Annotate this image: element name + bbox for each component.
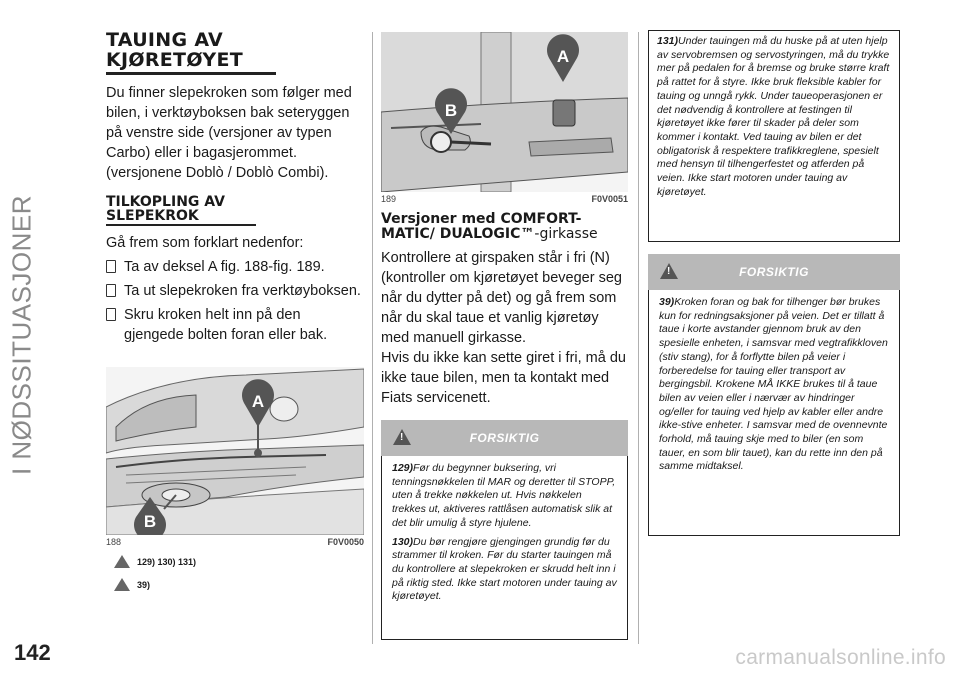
warning-triangle-icon	[114, 555, 130, 568]
step-text: Ta ut slepekroken fra verktøyboksen.	[124, 283, 361, 299]
subsection-title	[106, 195, 364, 223]
checkbox-bullet-icon	[106, 308, 116, 321]
figure-188-caption	[106, 537, 364, 547]
warning-item	[392, 462, 617, 531]
warning-header	[648, 254, 900, 290]
column-divider	[372, 32, 373, 644]
warning-body	[648, 290, 900, 536]
warning-title: FORSIKTIG	[739, 265, 809, 279]
warning-reference	[114, 578, 364, 591]
warning-triangle-icon	[393, 429, 411, 445]
column-2	[381, 32, 628, 640]
gearbox-paragraph-2: Hvis du ikke kan sette giret i fri, må du ikke taue bilen, men ta kontakt med Fiats servicenett.	[381, 350, 626, 406]
warning-body	[381, 456, 628, 640]
page-number: 142	[14, 640, 51, 665]
gearbox-heading-bold: Versjoner med COMFORT-MATIC/ DUALOGIC™	[381, 211, 582, 242]
note-item-number: 131)	[657, 35, 679, 47]
section-title-line2: KJØRETØYET	[106, 49, 244, 71]
note-item	[657, 35, 891, 199]
title-underline	[106, 72, 276, 75]
steps-intro: Gå frem som forklart nedenfor:	[106, 235, 304, 251]
subtitle-underline	[106, 224, 256, 226]
warning-item-number: 129)	[392, 462, 414, 474]
warning-reference-text: 129) 130) 131)	[137, 556, 197, 567]
warning-item	[392, 536, 617, 605]
warning-item-number: 130)	[392, 535, 414, 548]
column-3	[648, 30, 900, 536]
warning-item-text: Du bør rengjøre gjengingen grundig før du strammer til kroken. Før du starter tauingen må du kontrollere at slepekroken er skrudd helt inn i på riktig sted. Ikke start motoren under tauing av kjøretøyet.	[392, 535, 617, 603]
column-1	[106, 30, 364, 591]
checkbox-bullet-icon	[106, 284, 116, 297]
gearbox-heading	[381, 212, 628, 242]
callout-a-label: A	[556, 47, 570, 66]
step-item	[106, 257, 364, 277]
warning-item	[659, 296, 889, 474]
figure-189	[381, 32, 628, 192]
step-item	[106, 281, 364, 301]
warning-reference-text: 39)	[137, 579, 151, 590]
side-section-title-text: I NØDSSITUASJONER	[6, 194, 37, 476]
figure-number: 189	[381, 194, 397, 204]
figure-code: F0V0051	[591, 194, 628, 204]
callout-a-label: A	[251, 392, 265, 411]
figure-189-caption	[381, 194, 628, 204]
step-text: Skru kroken helt inn på den gjengede bolten foran eller bak.	[124, 307, 328, 343]
note-item-text: Under tauingen må du huske på at uten hjelp av servobremsen og servostyringen, må du trykke mer på pedalen for å bremse og bruke større kraft på rattet for å styre. Ikke bruk fleksible kabler for tauing og unngå rykk. Under taueoperasjonen er det nødvendig å kontrollere at festingen til kjøretøyet ikke fører til skader på deler som kommer i kontakt. Ved tauing av bilen er det obligatorisk å respektere trafikkreglene, spesielt med hensyn til tilhengerfestet og atferden på veien. Ikke start motoren under tauing av kjøretøyet.	[657, 35, 890, 198]
side-section-title	[2, 30, 42, 640]
section-title	[106, 30, 364, 70]
section-title-line1: TAUING AV	[106, 29, 224, 51]
subsection-title-line2: SLEPEKROK	[106, 208, 199, 224]
figure-number: 188	[106, 537, 122, 547]
step-text: Ta av deksel A fig. 188-fig. 189.	[124, 259, 325, 275]
warning-triangle-icon	[660, 263, 678, 279]
step-item	[106, 305, 364, 345]
warning-reference	[114, 555, 364, 568]
watermark: carmanualsonline.info	[735, 646, 946, 669]
intro-paragraph: Du finner slepekroken som følger med bilen, i verktøyboksen bak seteryggen på venstre side (versjoner av typen Carbo) eller i bagasjerommet. (versjonene Doblò / Doblò Combi).	[106, 85, 352, 181]
figure-code: F0V0050	[327, 537, 364, 547]
rear-bumper-illustration	[381, 32, 628, 192]
subsection-title-line1: TILKOPLING AV	[106, 194, 225, 210]
warning-item-text: Før du begynner buksering, vri tenningsnøkkelen til MAR og deretter til STOPP, uten å trekke nøkkelen ut. Hvis nøkkelen trekkes ut, aktiveres rattlåsen automatisk slik at det blir umulig å styre hjulene.	[392, 462, 616, 529]
warning-item-text: Kroken foran og bak for tilhenger bør brukes kun for redningsaksjoner på veien. Det er tillatt å taue i korte avstander gjennom bruk av den spesielle enheten, i samsvar med vegtrafikkloven (stiv stang), for å forflytte bilen på veier i forberedelse for tauing eller transport av bergingsbil. Krokene MÅ IKKE brukes til å taue bilen av veien eller i nærvær av hindringer og/eller for tauing ved hjelp av kabler eller andre ikke-stive enheter. I samsvar med de ovennevnte forhold, må tauing skje med to biler (en som tauer, en som blir tauet), kan du rette inn den på samme midtaksel.	[659, 296, 888, 473]
warning-triangle-icon	[114, 578, 130, 591]
checkbox-bullet-icon	[106, 260, 116, 273]
gearbox-paragraph-1: Kontrollere at girspaken står i fri (N) (kontroller om kjøretøyet beveger seg når du dytter på det) og gå frem som når du skal taue et vanlig kjøretøy med manuell girkasse.	[381, 250, 622, 346]
figure-188	[106, 367, 364, 535]
warning-item-number: 39)	[659, 296, 675, 308]
callout-b-label: B	[143, 512, 157, 531]
warning-header	[381, 420, 628, 456]
note-box	[648, 30, 900, 242]
gearbox-heading-normal: -girkasse	[534, 226, 598, 242]
callout-b-label: B	[444, 101, 458, 120]
front-bumper-illustration	[106, 367, 364, 535]
warning-title: FORSIKTIG	[469, 431, 540, 445]
column-divider	[638, 32, 639, 644]
